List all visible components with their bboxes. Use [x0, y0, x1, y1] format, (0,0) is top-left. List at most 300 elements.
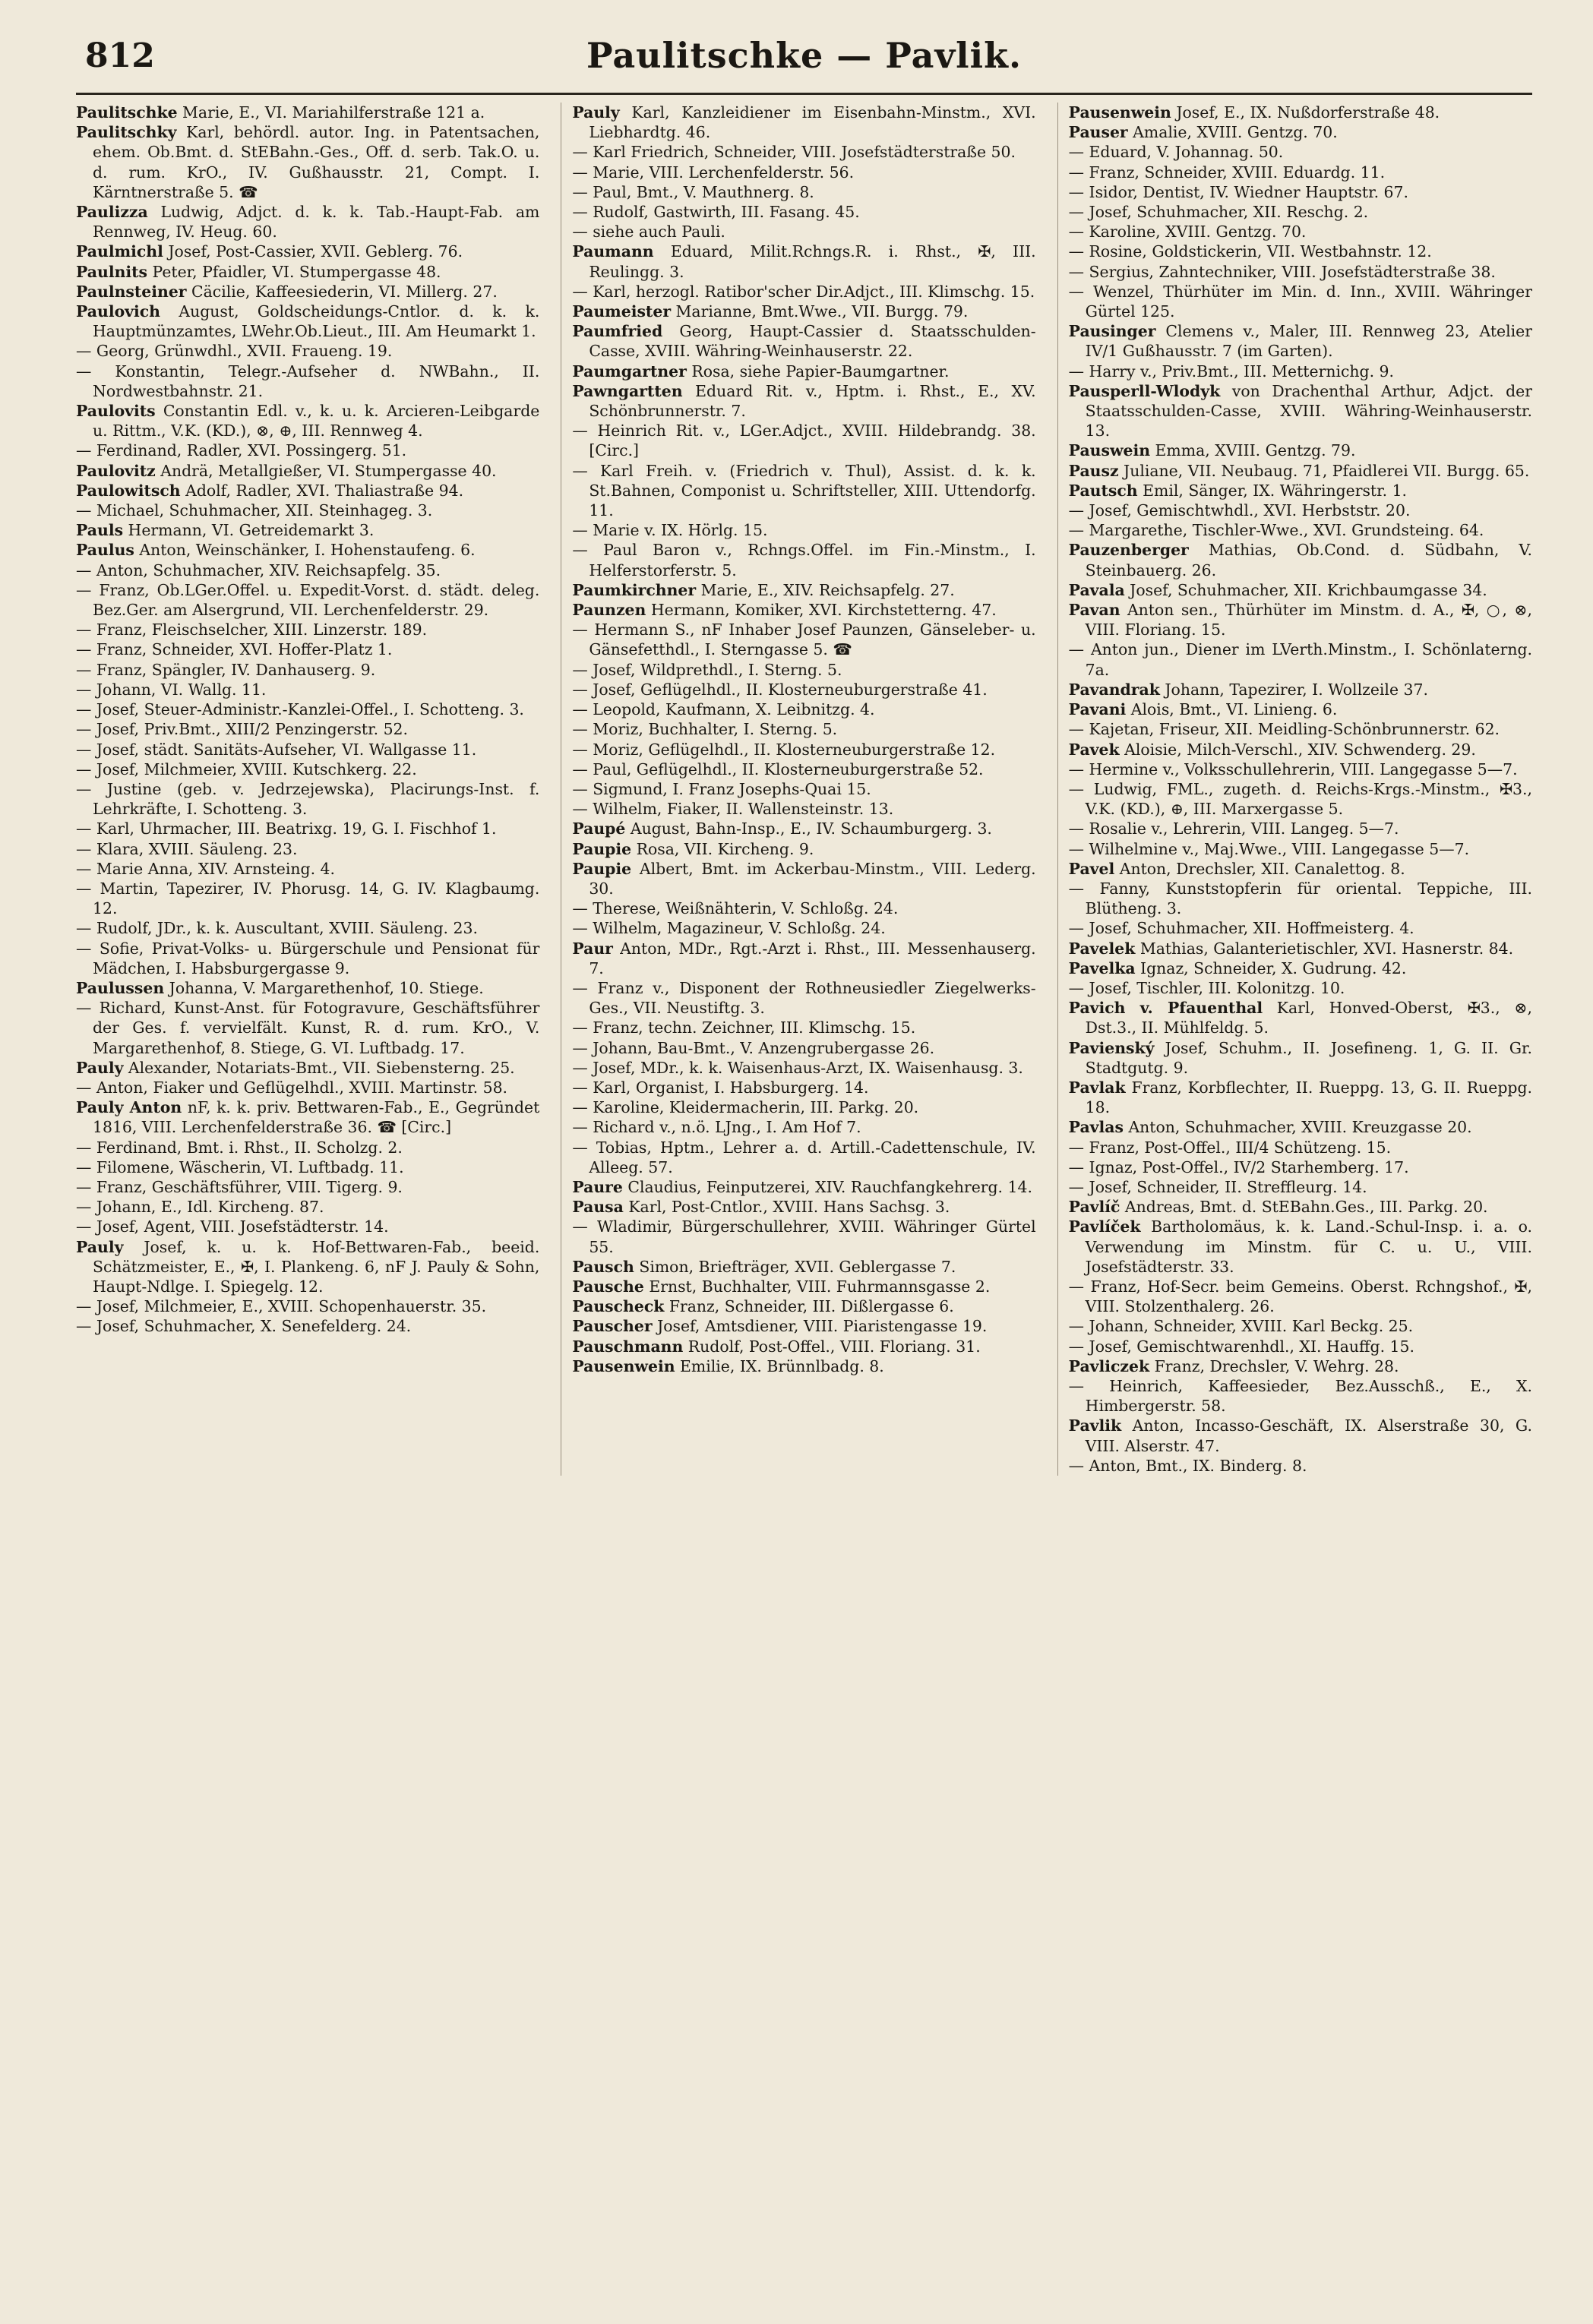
entry-details: August, Bahn-Insp., E., IV. Schaumburgerg. 3. — [630, 819, 992, 838]
entry-name: — Heinrich — [572, 422, 666, 440]
entry-details: Franz, Drechsler, V. Wehrg. 28. — [1154, 1356, 1399, 1375]
entry-name: — Karl, — [572, 1078, 631, 1097]
directory-entry — [572, 461, 1035, 521]
entry-details: Post-Offel., IV/2 Starhemberg. 17. — [1142, 1157, 1409, 1176]
directory-entry — [572, 1356, 1035, 1376]
entry-details: Karl, Honved-Oberst, ✠3., ⊗, Dst.3., II. Mühlfeldg. 5. — [1085, 999, 1532, 1037]
entry-name: — Karl Friedrich, — [572, 143, 710, 162]
entry-details: herzogl. Ratibor'scher Dir.Adjct., III. Klimschg. 15. — [635, 282, 1035, 301]
entry-details: Agent, VIII. Josefstädterstr. 14. — [144, 1217, 389, 1236]
entry-details: XVIII. Säuleng. 23. — [148, 839, 298, 858]
entry-details: Anton, Weinschänker, I. Hohenstaufeng. 6. — [139, 541, 476, 560]
directory-entry — [1069, 321, 1532, 361]
entry-name: — Wilhelmine v., — [1068, 839, 1199, 858]
entry-details: Buchhalter, I. Sterng. 5. — [648, 720, 838, 739]
entry-details: August, Goldscheidungs-Cntlor. d. k. k. Hauptmünzamtes, LWehr.Ob.Lieut., III. Am Heumarkt 1. — [93, 302, 540, 341]
entry-name: Pavel — [1068, 859, 1115, 878]
running-title: Paulitschke — Pavlik. — [586, 35, 1022, 76]
directory-entry — [76, 302, 539, 341]
entry-name: — Leopold, — [572, 700, 661, 719]
entry-name: — Martin, — [76, 879, 159, 898]
entry-details: Karl, Post-Cntlor., XVIII. Hans Sachsg. 3. — [628, 1198, 950, 1217]
entry-details: Steuer-Administr.-Kanzlei-Offel., I. Schotteng. 3. — [144, 700, 524, 719]
entry-details: Hermann, VI. Getreidemarkt 3. — [128, 521, 375, 540]
entry-name: Paulitschky — [76, 123, 177, 142]
entry-name: — Karoline, — [572, 1098, 665, 1117]
entry-name: — Michael, — [76, 501, 165, 520]
entry-details: Lehrerin, VIII. Langeg. 5—7. — [1172, 819, 1399, 838]
entry-details: Mathias, Ob.Cond. d. Südbahn, V. Steinbauerg. 26. — [1085, 541, 1532, 579]
directory-entry — [572, 918, 1035, 938]
entry-name: — Josef, — [76, 1297, 140, 1316]
entry-name: — Karoline, — [1068, 223, 1161, 242]
entry-name: — Margarethe, — [1068, 521, 1188, 540]
entry-details: Franz, Korbflechter, II. Rueppg. 13, G. II. Rueppg. 18. — [1085, 1078, 1532, 1117]
directory-entry — [1069, 939, 1532, 958]
entry-name: Pauly — [76, 1237, 124, 1256]
entry-name: — Josef, — [76, 740, 140, 759]
entry-details: Geflügelhdl., II. Klosterneuburgerstraße 52. — [636, 759, 984, 778]
directory-entry — [1069, 740, 1532, 759]
entry-details: Kaffeesieder, Bez.Ausschß., E., X. Himbergerstr. 58. — [1085, 1377, 1532, 1416]
entry-details: Wildprethdl., I. Sterng. 5. — [640, 660, 842, 679]
entry-name: Pauly — [76, 1058, 124, 1077]
directory-entry — [572, 898, 1035, 918]
directory-entry — [1069, 163, 1532, 182]
directory-columns — [76, 103, 1532, 1476]
entry-details: Alois, Bmt., VI. Linieng. 6. — [1130, 700, 1338, 719]
directory-entry — [572, 1058, 1035, 1078]
directory-entry — [1069, 440, 1532, 460]
directory-entry — [1069, 680, 1532, 699]
entry-details: Wäscherin, VI. Luftbadg. 11. — [179, 1157, 404, 1176]
entry-name: — Richard, — [76, 999, 166, 1018]
entry-name: Pavala — [1068, 580, 1125, 599]
directory-entry — [1069, 978, 1532, 998]
entry-details: Kleidermacherin, III. Parkg. 20. — [668, 1098, 919, 1117]
entry-details: Emilie, IX. Brünnlbadg. 8. — [680, 1356, 884, 1375]
entry-details: Rit. v., LGer.Adjct., XVIII. Hildebrandg. 38. [Circ.] — [589, 422, 1036, 460]
directory-entry — [572, 719, 1035, 739]
entry-name: Pautsch — [1068, 481, 1138, 500]
directory-entry — [572, 680, 1035, 699]
directory-entry — [76, 1237, 539, 1297]
entry-name: — Anton, — [76, 560, 148, 579]
entry-details: Volksschullehrerin, VIII. Langegasse 5—7. — [1184, 759, 1518, 778]
entry-details: Bmt. i. Rhst., II. Scholzg. 2. — [186, 1138, 403, 1157]
directory-entry — [76, 1316, 539, 1336]
entry-details: Geschäftsführer, VIII. Tigerg. 9. — [151, 1177, 403, 1196]
entry-details: Kunst-Anst. für Fotogravure, Geschäftsführer der Ges. f. vervielfält. Kunst, R. d. rum. KrO., V. Margarethenhof, 8. Stiege, G. VI. Luftbadg. 17. — [93, 999, 540, 1057]
entry-details: Kaufmann, X. Leibnitzg. 4. — [665, 700, 875, 719]
entry-details: E., Idl. Kircheng. 87. — [160, 1198, 324, 1217]
directory-entry — [76, 998, 539, 1058]
directory-entry — [572, 1257, 1035, 1277]
directory-entry — [572, 978, 1035, 1018]
entry-name: — Josef, — [76, 759, 140, 778]
directory-entry — [76, 540, 539, 560]
entry-name: Paunzen — [572, 601, 646, 620]
entry-details: XIV. Arnsteing. 4. — [198, 859, 335, 878]
entry-name: — Josef, — [76, 700, 140, 719]
entry-name: Paur — [572, 939, 613, 958]
entry-name: — Rosalie v., — [1068, 819, 1168, 838]
directory-entry — [1069, 182, 1532, 202]
directory-entry — [1069, 1416, 1532, 1455]
directory-entry — [572, 1197, 1035, 1217]
entry-details: Albert, Bmt. im Ackerbau-Minstm., VIII. Lederg. 30. — [589, 859, 1036, 898]
entry-details: Weißnähterin, V. Schloßg. 24. — [665, 899, 899, 918]
entry-name: — Ludwig, — [1068, 779, 1158, 798]
entry-name: — Franz, — [76, 660, 147, 679]
directory-entry — [76, 440, 539, 460]
entry-name: — Sigmund, — [572, 779, 668, 798]
entry-details: JDr., k. k. Auscultant, XVIII. Säuleng. 23. — [157, 919, 478, 938]
directory-entry — [76, 839, 539, 859]
entry-details: Peter, Pfaidler, VI. Stumpergasse 48. — [152, 262, 441, 281]
directory-entry — [572, 321, 1035, 361]
entry-details: Anton, MDr., Rgt.-Arzt i. Rhst., III. Messenhauserg. 7. — [589, 939, 1036, 977]
entry-name: Pauscheck — [572, 1297, 665, 1316]
directory-entry — [572, 1038, 1035, 1058]
entry-details: Marianne, Bmt.Wwe., VII. Burgg. 79. — [675, 302, 969, 321]
entry-name: — Franz, — [1068, 1138, 1139, 1157]
entry-name: — Rosine, — [1068, 242, 1147, 261]
directory-entry — [76, 759, 539, 779]
entry-name: Pauly — [572, 103, 620, 122]
entry-name: — Hermine v., — [1068, 759, 1180, 778]
directory-entry — [1069, 879, 1532, 918]
entry-details: Clemens v., Maler, III. Rennweg 23, Atelier IV/1 Gußhausstr. 7 (im Garten). — [1085, 322, 1532, 361]
directory-entry — [76, 461, 539, 481]
entry-details: Gemischtwarenhdl., XI. Hauffg. 15. — [1136, 1337, 1414, 1356]
entry-details: Priv.Bmt., III. Metternichg. 9. — [1162, 362, 1394, 380]
entry-name: Paumeister — [572, 302, 672, 321]
entry-name: — Wilhelm, — [572, 800, 662, 819]
directory-entry — [1069, 381, 1532, 441]
entry-name: Paulnsteiner — [76, 282, 187, 301]
entry-name: — Franz, — [572, 1018, 643, 1037]
entry-details: Bau-Bmt., V. Anzengrubergasse 26. — [657, 1038, 935, 1057]
entry-details: Fiaker und Geflügelhdl., XVIII. Martinstr. 58. — [153, 1078, 508, 1097]
entry-name: Paulitschke — [76, 103, 178, 122]
entry-name: — Paul, — [572, 182, 632, 201]
entry-name: Pavek — [1068, 740, 1120, 759]
entry-details: Marie, E., VI. Mariahilferstraße 121 a. — [182, 103, 485, 122]
directory-entry — [76, 819, 539, 838]
entry-name: — Josef, — [572, 1058, 636, 1077]
directory-entry — [76, 918, 539, 938]
entry-name: Pavliczek — [1068, 1356, 1150, 1375]
entry-details: Schuhmacher, XII. Hoffmeisterg. 4. — [1136, 919, 1414, 938]
entry-name: Paupie — [572, 839, 632, 858]
entry-name: — Kajetan, — [1068, 720, 1155, 739]
directory-entry — [76, 560, 539, 580]
entry-details: Eduard, Milit.Rchngs.R. i. Rhst., ✠, III. Reulingg. 3. — [589, 242, 1036, 281]
entry-details: Gastwirth, III. Fasang. 45. — [653, 203, 860, 222]
entry-name: Paumfried — [572, 322, 663, 341]
directory-entry — [76, 680, 539, 699]
entry-name: — Tobias, — [572, 1138, 652, 1157]
directory-entry — [1069, 262, 1532, 282]
entry-name: — Josef, — [1068, 1177, 1132, 1196]
entry-details: Anton sen., Thürhüter im Minstm. d. A., ✠, ○, ⊗, VIII. Floriang. 15. — [1085, 601, 1532, 639]
directory-entry — [76, 103, 539, 122]
directory-entry — [76, 639, 539, 659]
directory-entry — [1069, 859, 1532, 879]
directory-entry — [1069, 540, 1532, 579]
entry-details: Fiaker, II. Wallensteinstr. 13. — [666, 800, 894, 819]
entry-name: Pausche — [572, 1277, 644, 1296]
directory-entry — [76, 1097, 539, 1137]
directory-entry — [76, 859, 539, 879]
entry-name: — Eduard, — [1068, 143, 1152, 162]
entry-name: Paumgartner — [572, 362, 687, 380]
directory-entry — [1069, 580, 1532, 600]
entry-details: Alexander, Notariats-Bmt., VII. Siebensterng. 25. — [128, 1058, 515, 1077]
entry-name: Pavlas — [1068, 1118, 1124, 1137]
entry-details: Ob.LGer.Offel. u. Expedit-Vorst. d. städt. deleg. Bez.Ger. am Alsergrund, VII. Lerchenfelderstr. 29. — [93, 580, 540, 620]
directory-entry — [1069, 1078, 1532, 1117]
directory-entry — [76, 122, 539, 202]
entry-name: — Johann, — [76, 680, 156, 699]
entry-details: Amalie, XVIII. Gentzg. 70. — [1133, 123, 1338, 142]
entry-name: — Franz, — [76, 580, 150, 599]
entry-details: Johann, Tapezirer, I. Wollzeile 37. — [1165, 680, 1428, 699]
directory-entry — [1069, 819, 1532, 838]
directory-entry — [76, 1177, 539, 1197]
entry-name: — Konstantin, — [76, 362, 205, 380]
entry-details: Aloisie, Milch-Verschl., XIV. Schwenderg. 29. — [1124, 740, 1476, 759]
directory-entry — [1069, 719, 1532, 739]
entry-name: — Sergius, — [1068, 262, 1154, 281]
directory-entry — [76, 879, 539, 918]
directory-entry — [1069, 1356, 1532, 1376]
entry-details: VI. Wallg. 11. — [160, 680, 267, 699]
entry-details: Schneider, VIII. Josefstädterstraße 50. — [713, 143, 1016, 162]
entry-details: Schneider, XVI. Hoffer-Platz 1. — [151, 640, 393, 659]
entry-details: Milchmeier, E., XVIII. Schopenhauerstr. 35. — [144, 1297, 487, 1316]
directory-entry — [76, 1058, 539, 1078]
directory-entry — [572, 1337, 1035, 1356]
directory-entry — [1069, 998, 1532, 1037]
entry-name: — Franz, — [76, 1177, 147, 1196]
entry-name: Pawngartten — [572, 381, 683, 400]
entry-name: — Wladimir, — [572, 1217, 673, 1236]
directory-entry — [1069, 142, 1532, 162]
entry-name: — Filomene, — [76, 1157, 175, 1176]
entry-details: Ludwig, Adjct. d. k. k. Tab.-Haupt-Fab. am Rennweg, IV. Heug. 60. — [93, 203, 540, 242]
entry-name: Pausperll-Wlodyk — [1068, 381, 1221, 400]
entry-details: Friseur, XII. Meidling-Schönbrunnerstr. 62. — [1158, 720, 1500, 739]
column-right — [1057, 103, 1532, 1476]
directory-entry — [572, 740, 1035, 759]
entry-name: — Ignaz, — [1068, 1157, 1138, 1176]
directory-entry — [572, 163, 1035, 182]
directory-entry — [572, 142, 1035, 162]
entry-details: Josef, Schuhm., II. Josefineng. 1, G. II. Gr. Stadtgutg. 9. — [1085, 1038, 1532, 1077]
entry-name: — Franz, — [1068, 1277, 1141, 1296]
entry-name: Pavlíč — [1068, 1198, 1120, 1217]
entry-details: Schneider, XVIII. Eduardg. 11. — [1144, 163, 1386, 182]
entry-details: Pauli. — [681, 223, 725, 242]
directory-entry — [76, 740, 539, 759]
directory-entry — [1069, 600, 1532, 639]
directory-entry — [1069, 500, 1532, 520]
entry-details: Hptm., Lehrer a. d. Artill.-Cadettenschule, IV. Alleeg. 57. — [589, 1138, 1036, 1176]
directory-entry — [76, 699, 539, 719]
directory-entry — [572, 1316, 1035, 1336]
entry-details: XVIII. Gentzg. 70. — [1165, 223, 1307, 242]
entry-name: — Hermann S., — [572, 620, 695, 639]
directory-entry — [76, 978, 539, 998]
directory-entry — [572, 799, 1035, 819]
entry-name: — Josef, — [76, 1317, 140, 1336]
column-left — [76, 103, 539, 1476]
directory-entry — [572, 1117, 1035, 1137]
directory-entry — [76, 1157, 539, 1177]
directory-entry — [76, 779, 539, 819]
entry-name: Pavlak — [1068, 1078, 1126, 1097]
entry-name: Paulowitsch — [76, 481, 181, 500]
directory-entry — [1069, 699, 1532, 719]
entry-details: Dentist, IV. Wiedner Hauptstr. 67. — [1143, 182, 1408, 201]
entry-name: — Franz, — [76, 620, 147, 639]
entry-name: — Josef, — [1068, 978, 1132, 997]
entry-name: Pauschmann — [572, 1337, 684, 1356]
entry-name: — Paul, — [572, 759, 632, 778]
directory-entry — [1069, 1217, 1532, 1277]
entry-name: — Anton, — [76, 1078, 148, 1097]
directory-entry — [76, 660, 539, 680]
entry-name: Paulus — [76, 541, 134, 560]
entry-name: — Moriz, — [572, 740, 643, 759]
entry-details: Juliane, VII. Neubaug. 71, Pfaidlerei VII. Burgg. 65. — [1124, 461, 1530, 480]
entry-details: Maj.Wwe., VIII. Langegasse 5—7. — [1203, 839, 1470, 858]
directory-entry — [572, 1277, 1035, 1296]
directory-entry — [1069, 362, 1532, 381]
entry-name: Pauly Anton — [76, 1098, 182, 1117]
entry-name: Paure — [572, 1177, 623, 1196]
entry-details: Schneider, XVIII. Karl Beckg. 25. — [1153, 1317, 1414, 1336]
entry-details: Rudolf, Post-Offel., VIII. Floriang. 31. — [687, 1337, 981, 1356]
entry-details: Thürhüter im Min. d. Inn., XVIII. Währinger Gürtel 125. — [1085, 282, 1532, 321]
entry-details: Josef, Amtsdiener, VIII. Piaristengasse 19. — [657, 1317, 988, 1336]
entry-name: — Heinrich, — [1068, 1377, 1184, 1395]
directory-entry — [76, 481, 539, 500]
entry-details: v. (Friedrich v. Thul), Assist. d. k. k. St.Bahnen, Componist u. Schriftsteller, XIII. Uttendorfg. 11. — [589, 461, 1036, 520]
entry-details: Radler, XVI. Possingerg. 51. — [186, 441, 407, 460]
entry-details: VIII. Lerchenfelderstr. 56. — [649, 163, 855, 182]
directory-entry — [572, 1217, 1035, 1256]
entry-details: v. IX. Hörlg. 15. — [644, 521, 768, 540]
directory-entry — [1069, 839, 1532, 859]
directory-entry — [76, 939, 539, 978]
entry-name: — Karl, — [572, 282, 631, 301]
directory-entry — [76, 580, 539, 620]
entry-details: Josef, Schuhmacher, XII. Krichbaumgasse 34. — [1130, 580, 1487, 599]
entry-name: — Justine — [76, 779, 162, 798]
entry-details: Schuhmacher, X. Senefelderg. 24. — [144, 1317, 412, 1336]
directory-entry — [572, 242, 1035, 281]
entry-details: Diener im LVerth.Minstm., I. Schönlaterng. 7a. — [1085, 640, 1532, 679]
entry-details: Emma, XVIII. Gentzg. 79. — [1155, 441, 1356, 460]
directory-entry — [76, 262, 539, 282]
directory-entry — [76, 401, 539, 440]
entry-details: Hermann, Komiker, XVI. Kirchstetterng. 47. — [650, 601, 997, 620]
entry-name: — Paul Baron — [572, 541, 700, 560]
entry-name: Pavlíček — [1068, 1217, 1141, 1236]
entry-name: — Richard v., — [572, 1118, 677, 1137]
entry-name: Pavlik — [1068, 1416, 1122, 1435]
directory-entry — [572, 1018, 1035, 1037]
entry-name: — Franz v., — [572, 978, 670, 997]
entry-name: Paulovits — [76, 402, 156, 421]
entry-details: Schuhmacher, XII. Reschg. 2. — [1136, 203, 1369, 222]
page-header — [76, 32, 1532, 95]
entry-details: Cäcilie, Kaffeesiederin, VI. Millerg. 27. — [191, 282, 498, 301]
entry-name: Pausch — [572, 1257, 634, 1276]
entry-name: — Johann, — [76, 1198, 156, 1217]
entry-details: Karl, Kanzleidiener im Eisenbahn-Minstm., XVI. Liebhardtg. 46. — [589, 103, 1036, 142]
entry-name: — Wenzel, — [1068, 282, 1155, 301]
entry-name: — Ferdinand, — [76, 441, 182, 460]
entry-name: — Anton jun., — [1068, 640, 1179, 659]
entry-details: Adolf, Radler, XVI. Thaliastraße 94. — [185, 481, 464, 500]
directory-entry — [1069, 520, 1532, 540]
entry-name: Pauls — [76, 521, 124, 540]
entry-details: techn. Zeichner, III. Klimschg. 15. — [648, 1018, 916, 1037]
entry-details: V. Johannag. 50. — [1156, 143, 1284, 162]
entry-name: — Anton, — [1068, 1456, 1141, 1475]
entry-details: Constantin Edl. v., k. u. k. Arcieren-Leibgarde u. Rittm., V.K. (KD.), ⊗, ⊕, III. Rennweg 4. — [93, 402, 540, 440]
entry-details: von Drachenthal Arthur, Adjct. der Staatsschulden-Casse, XVIII. Währing-Weinhauserstr. 13. — [1085, 381, 1532, 440]
directory-entry — [1069, 1376, 1532, 1416]
entry-details: Gemischtwhdl., XVI. Herbststr. 20. — [1136, 501, 1411, 520]
directory-entry — [1069, 1337, 1532, 1356]
entry-details: Grünwdhl., XVII. Fraueng. 19. — [154, 342, 393, 361]
entry-name: — Josef, — [76, 720, 140, 739]
entry-details: n.ö. LJng., I. Am Hof 7. — [681, 1118, 861, 1137]
entry-details: Mathias, Galanterietischler, XVI. Hasnerstr. 84. — [1139, 939, 1514, 958]
entry-details: Bmt., IX. Binderg. 8. — [1145, 1456, 1307, 1475]
entry-details: Goldstickerin, VII. Westbahnstr. 12. — [1152, 242, 1432, 261]
entry-name: Paupie — [572, 859, 632, 878]
entry-details: Rosa, VII. Kircheng. 9. — [636, 839, 814, 858]
directory-entry — [572, 819, 1035, 838]
directory-entry — [76, 620, 539, 639]
entry-details: Josef, E., IX. Nußdorferstraße 48. — [1176, 103, 1440, 122]
entry-details: Rosa, siehe Papier-Baumgartner. — [691, 362, 950, 380]
directory-entry — [1069, 958, 1532, 978]
entry-name: — Marie Anna, — [76, 859, 194, 878]
directory-entry — [1069, 1138, 1532, 1157]
directory-entry — [572, 1097, 1035, 1117]
entry-details: Fleischselcher, XIII. Linzerstr. 189. — [151, 620, 428, 639]
entry-details: Disponent der Rothneusiedler Ziegelwerks-Ges., VII. Neustiftg. 3. — [589, 978, 1036, 1018]
directory-entry — [76, 1078, 539, 1097]
entry-details: Anton, Drechsler, XII. Canalettog. 8. — [1119, 859, 1405, 878]
entry-name: Pausa — [572, 1198, 624, 1217]
directory-entry — [76, 1296, 539, 1316]
directory-entry — [572, 182, 1035, 202]
directory-entry — [1069, 779, 1532, 819]
directory-entry — [1069, 1038, 1532, 1078]
entry-name: Pavelka — [1068, 958, 1136, 977]
entry-details: Tischler, III. Kolonitzg. 10. — [1136, 978, 1345, 997]
entry-name: Paupé — [572, 819, 626, 838]
directory-entry — [572, 302, 1035, 321]
